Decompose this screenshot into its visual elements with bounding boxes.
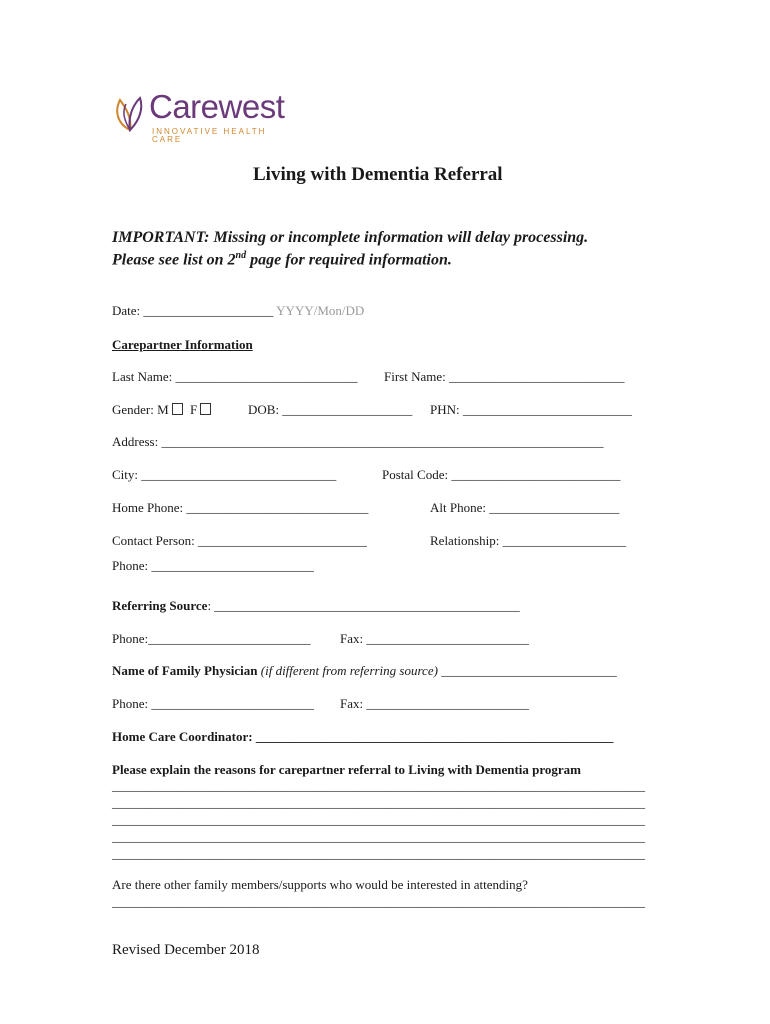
referral-reasons-line[interactable]: __________________________________________________________________________________ <box>112 778 645 793</box>
address-field[interactable]: Address: ____________________________________________________________________ <box>112 434 604 449</box>
referral-reasons-question: Please explain the reasons for carepartner referral to Living with Dementia program <box>112 762 582 777</box>
referring-source-field[interactable]: Referring Source: _______________________________________________ <box>112 598 520 613</box>
relationship-field[interactable]: Relationship: ___________________ <box>430 533 627 548</box>
referral-reasons-line[interactable]: __________________________________________________________________________________ <box>112 829 645 844</box>
home-phone-field[interactable]: Home Phone: ____________________________ <box>112 500 369 515</box>
page-title: Living with Dementia Referral <box>253 164 503 185</box>
revised-date: Revised December 2018 <box>112 942 260 958</box>
date-format-hint: YYYY/Mon/DD <box>276 303 365 318</box>
family-physician-note: (if different from referring source) <box>257 663 438 678</box>
referral-reasons-line[interactable]: __________________________________________________________________________________ <box>112 795 645 810</box>
family-physician-label: Name of Family Physician <box>112 663 258 678</box>
gender-field <box>112 402 211 418</box>
contact-phone-field[interactable]: Phone: _________________________ <box>112 558 314 573</box>
important-notice-line1: IMPORTANT: Missing or incomplete information will delay processing. <box>112 229 589 246</box>
contact-person-field[interactable]: Contact Person: __________________________ <box>112 533 367 548</box>
alt-phone-field[interactable]: Alt Phone: ____________________ <box>430 500 620 515</box>
gender-label: Gender: M <box>112 402 169 417</box>
logo-wordmark: Carewest <box>149 88 285 125</box>
home-care-coordinator-label: Home Care Coordinator: <box>112 729 256 744</box>
gender-f-checkbox[interactable] <box>200 403 211 415</box>
referral-reasons-line[interactable]: __________________________________________________________________________________ <box>112 812 645 827</box>
carewest-leaf-icon <box>112 94 148 134</box>
gender-f-label: F <box>189 402 198 417</box>
referring-source-label: Referring Source <box>112 598 208 613</box>
other-supports-question: Are there other family members/supports who would be interested in attending? <box>112 877 528 892</box>
referral-reasons-line[interactable]: __________________________________________________________________________________ <box>112 846 645 861</box>
referring-fax-field[interactable]: Fax: _________________________ <box>340 631 529 646</box>
referring-phone-field[interactable]: Phone:_________________________ <box>112 631 311 646</box>
carewest-logo <box>112 88 287 144</box>
other-supports-line[interactable]: __________________________________________________________________________________ <box>112 894 645 909</box>
carepartner-heading: Carepartner Information <box>112 337 253 352</box>
physician-fax-field[interactable]: Fax: _________________________ <box>340 696 529 711</box>
last-name-field[interactable]: Last Name: ____________________________ <box>112 369 358 384</box>
logo-tagline: INNOVATIVE HEALTH CARE <box>152 127 267 144</box>
family-physician-field[interactable]: Name of Family Physician (if different from referring source) ___________________________ <box>112 663 617 678</box>
gender-m-checkbox[interactable] <box>172 403 183 415</box>
postal-code-field[interactable]: Postal Code: __________________________ <box>382 467 621 482</box>
date-label: Date: ____________________ <box>112 303 277 318</box>
first-name-field[interactable]: First Name: ___________________________ <box>384 369 625 384</box>
home-care-coordinator-field[interactable]: Home Care Coordinator: _______________________________________________________ <box>112 729 614 744</box>
physician-phone-field[interactable]: Phone: _________________________ <box>112 696 314 711</box>
important-notice-line2: Please see list on 2nd page for required information. <box>112 250 452 269</box>
dob-field[interactable]: DOB: ____________________ <box>248 402 413 417</box>
phn-field[interactable]: PHN: __________________________ <box>430 402 632 417</box>
city-field[interactable]: City: ______________________________ <box>112 467 337 482</box>
date-field[interactable] <box>112 303 364 319</box>
